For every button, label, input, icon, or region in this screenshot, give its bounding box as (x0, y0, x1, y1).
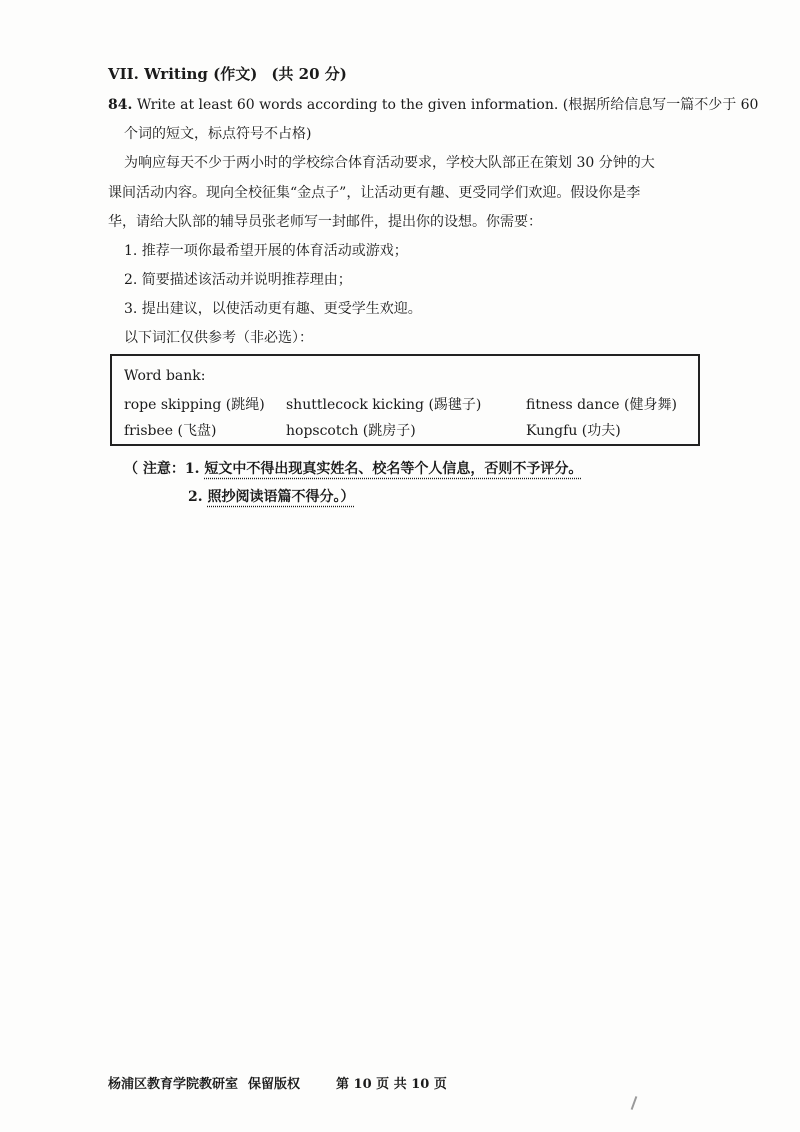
pen-mark (631, 1096, 638, 1110)
word-bank-item: rope skipping (跳绳) (124, 397, 265, 413)
word-bank-item: hopscotch (跳房子) (286, 423, 416, 439)
note-text-1: 短文中不得出现真实姓名、校名等个人信息，否则不予评分。 (204, 461, 583, 477)
word-bank-item: frisbee (飞盘) (124, 423, 217, 439)
requirement-3: 3. 提出建议，以使活动更有趣、更受学生欢迎。 (124, 301, 422, 317)
section-heading (108, 63, 347, 84)
footer-rights: 保留版权 (248, 1077, 301, 1092)
question-text-1: Write at least 60 words according to the given information. (根据所给信息写一篇不少于 60 (136, 97, 759, 113)
word-bank-item: Kungfu (功夫) (526, 423, 621, 439)
context-line-3: 华，请给大队部的辅导员张老师写一封邮件，提出你的设想。你需要： (108, 214, 542, 230)
context-line-2: 课间活动内容。现向全校征集“金点子”，让活动更有趣、更受同学们欢迎。假设你是李 (108, 185, 641, 201)
note-number-2: 2. (188, 489, 208, 505)
section-score: (共 20 分) (271, 65, 347, 83)
word-bank-item: shuttlecock kicking (踢毽子) (286, 397, 482, 413)
section-title: VII. Writing (作文) (108, 65, 258, 83)
word-bank-item: fitness dance (健身舞) (526, 397, 677, 413)
question-text-2: 个词的短文，标点符号不占格) (124, 126, 312, 142)
page-footer (108, 1073, 447, 1092)
note-text-2: 照抄阅读语篇不得分。） (207, 489, 355, 505)
context-line-1: 为响应每天不少于两小时的学校综合体育活动要求，学校大队部正在策划 30 分钟的大 (124, 155, 655, 171)
word-bank-title: Word bank: (124, 368, 206, 384)
requirement-1: 1. 推荐一项你最希望开展的体育活动或游戏； (124, 243, 408, 259)
footer-page-number: 第 10 页 共 10 页 (336, 1077, 447, 1092)
footer-org: 杨浦区教育学院教研室 (108, 1077, 239, 1092)
note-line-1 (124, 458, 582, 478)
vocabulary-hint: 以下词汇仅供参考（非必选）： (124, 330, 313, 346)
word-bank-box (110, 354, 700, 446)
note-prefix: （ 注意：1. (124, 461, 205, 477)
question-number: 84. (108, 97, 133, 113)
question-line-1 (108, 94, 758, 114)
note-line-2 (188, 486, 355, 506)
requirement-2: 2. 简要描述该活动并说明推荐理由； (124, 272, 352, 288)
